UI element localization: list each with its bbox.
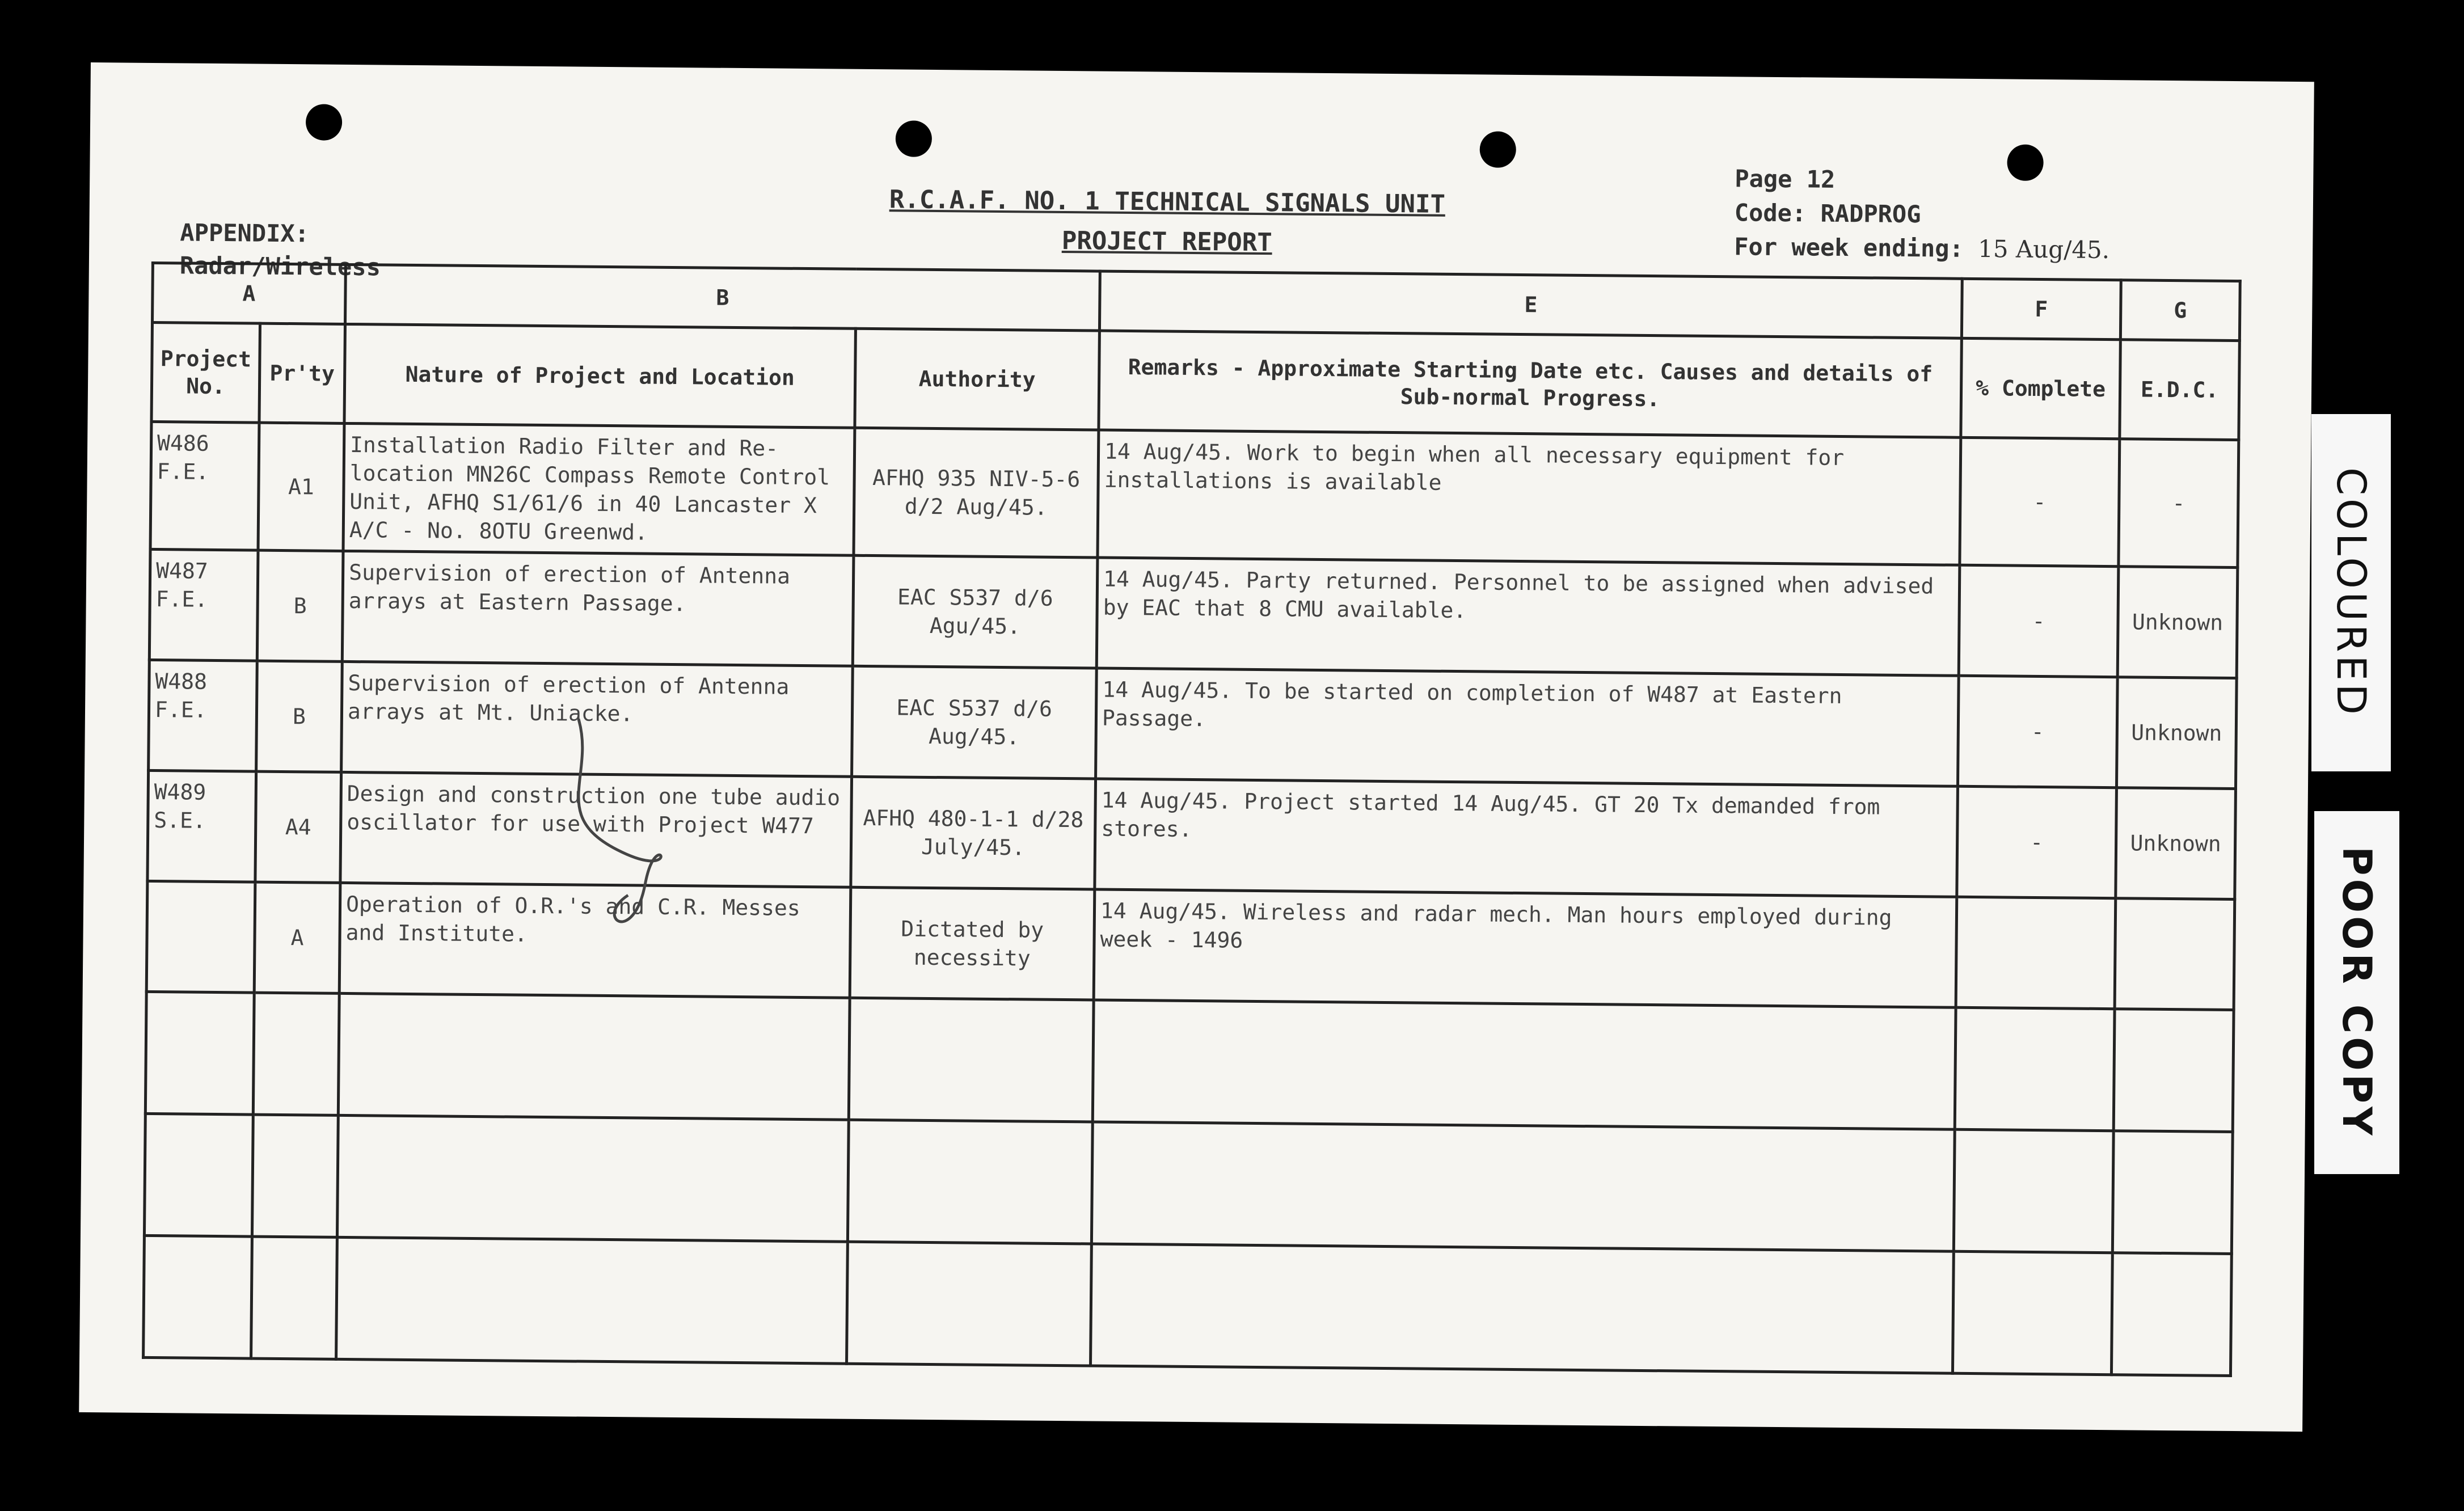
poor-copy-stamp-text: POOR COPY (2334, 846, 2380, 1139)
cell-complete: - (1958, 676, 2118, 787)
cell-authority: Dictated by necessity (850, 887, 1095, 1000)
header-remarks: Remarks - Approximate Starting Date etc. Causes and details of Sub-normal Progress. (1099, 331, 1961, 437)
header-project-no: Project No. (151, 322, 260, 423)
header-nature: Nature of Project and Location (344, 324, 855, 428)
cell-remarks: 14 Aug/45. Party returned. Personnel to be assigned when advised by EAC that 8 CMU available. (1096, 558, 1960, 676)
pen-scribble (79, 62, 2314, 1432)
cell-project-no: W486 F.E. (150, 421, 259, 550)
cell-nature: Supervision of erection of Antenna arrays at Eastern Passage. (342, 551, 854, 666)
cell-complete: - (1959, 565, 2119, 677)
cell-nature: Design and construction one tube audio oscillator for use with Project W477 (340, 772, 852, 887)
cell-priority: B (257, 550, 343, 661)
cell-nature: Operation of O.R.'s and C.R. Messes and Institute. (339, 883, 851, 998)
report-title: PROJECT REPORT (1061, 226, 1272, 258)
cell-edc: Unknown (2117, 567, 2238, 678)
cell-priority: A1 (258, 423, 344, 551)
cell-remarks: 14 Aug/45. Project started 14 Aug/45. GT 20 Tx demanded from stores. (1095, 779, 1958, 897)
cell-edc: Unknown (2117, 677, 2237, 789)
cell-priority: B (256, 661, 343, 772)
header-edc: E.D.C. (2120, 340, 2240, 440)
cell-remarks: 14 Aug/45. Work to begin when all necessary equipment for installations is available (1098, 430, 1961, 565)
cell-priority: A (254, 882, 340, 993)
cell-remarks: 14 Aug/45. To be started on completion of W487 at Eastern Passage. (1096, 668, 1959, 786)
coloured-stamp (2311, 414, 2391, 771)
poor-copy-stamp (2314, 811, 2399, 1174)
week-ending-value: 15 Aug/45. (1977, 235, 2110, 264)
week-ending-label: For week ending: (1734, 233, 1964, 263)
cell-edc: Unknown (2116, 788, 2236, 900)
header-priority: Pr'ty (259, 323, 345, 423)
cell-edc: - (2119, 439, 2239, 568)
unit-title: R.C.A.F. NO. 1 TECHNICAL SIGNALS UNIT (889, 185, 1446, 219)
cell-nature: Installation Radio Filter and Re-location MN26C Compass Remote Control Unit, AFHQ S1/61/6 in 40 Lancaster X A/C - No. 8OTU Greenwd. (343, 423, 855, 555)
cell-project-no: W488 F.E. (149, 660, 258, 771)
report-code: Code: RADPROG (1734, 199, 1921, 229)
coloured-stamp-text: COLOURED (2328, 467, 2374, 718)
cell-remarks: 14 Aug/45. Wireless and radar mech. Man hours employed during week - 1496 (1094, 889, 1957, 1007)
document-page (79, 62, 2314, 1432)
appendix-label: APPENDIX: (180, 218, 310, 248)
header-complete: % Complete (1961, 338, 2121, 438)
cell-project-no: W489 S.E. (147, 770, 256, 882)
cell-authority: EAC S537 d/6 Agu/45. (853, 555, 1098, 668)
col-letter-f: F (1961, 278, 2121, 339)
cell-authority: AFHQ 935 NIV-5-6 d/2 Aug/45. (854, 428, 1099, 558)
cell-authority: EAC S537 d/6 Aug/45. (852, 666, 1097, 779)
appendix-subject: Radar/Wireless (179, 251, 381, 281)
col-letter-e: E (1099, 271, 1962, 338)
col-letter-a: A (153, 263, 346, 324)
cell-project-no: W487 F.E. (149, 549, 258, 661)
cell-complete: - (1957, 786, 2117, 898)
col-letter-g: G (2120, 280, 2240, 341)
cell-complete: - (1960, 437, 2120, 566)
col-letter-b: B (345, 264, 1100, 331)
cell-authority: AFHQ 480-1-1 d/28 July/45. (851, 776, 1096, 889)
page-number: Page 12 (1735, 164, 1836, 193)
cell-nature: Supervision of erection of Antenna arrays at Mt. Uniacke. (341, 661, 853, 776)
cell-priority: A4 (255, 771, 341, 883)
header-authority: Authority (855, 328, 1100, 430)
